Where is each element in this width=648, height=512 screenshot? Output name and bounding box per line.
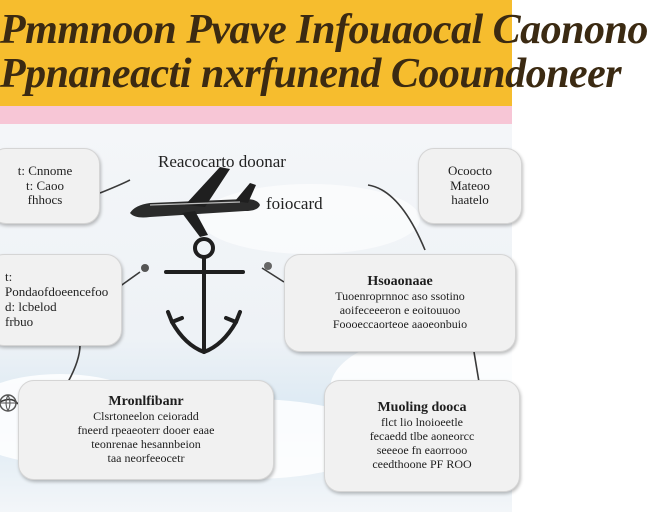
connector-line	[68, 345, 80, 382]
box-text: flct lio lnoioeetle	[381, 415, 463, 430]
box-text: taa neorfeeocetr	[107, 450, 185, 465]
info-box-bottom-right	[324, 380, 520, 492]
box-text: Tuoenroprnnoc aso ssotino	[335, 289, 465, 304]
anchor-icon	[166, 239, 243, 352]
connector-line	[262, 268, 284, 282]
connector-line	[100, 180, 130, 193]
box-text: t:	[5, 269, 13, 285]
box-text: fneerd rpeaeoterr dooer eaae	[77, 423, 215, 438]
connector-line	[368, 185, 425, 250]
center-label-line-2: foiocard	[266, 194, 323, 213]
info-box-bottom-left	[18, 380, 274, 480]
center-label-line-1: Reacocarto doonar	[158, 152, 286, 171]
box-text: t: Caoo	[26, 177, 64, 193]
globe-icon	[0, 390, 26, 416]
box-text: Ocoocto	[447, 162, 493, 178]
banner-title-line-2: Ppnaneacti nxrfunend Cooundoneer	[0, 51, 622, 97]
box-text: ceedthoone PF ROO	[372, 456, 472, 471]
box-text: haatelo	[451, 192, 489, 208]
info-box-top-right	[418, 148, 522, 224]
info-box-top-left	[0, 148, 100, 224]
banner-title-line-1: Pmmnoon Pvave Infouaocal Caonono	[0, 7, 648, 53]
airplane-icon	[130, 167, 260, 237]
box-heading: Hsoaonaae	[367, 274, 433, 290]
box-text: aoifeceeeron e eoitouuoo	[339, 303, 461, 318]
box-heading: Mronlfibanr	[108, 394, 184, 410]
box-text: Clsrtoneelon ceioradd	[93, 409, 199, 424]
box-text: frbuo	[5, 313, 34, 329]
box-heading: Muoling dooca	[377, 400, 467, 416]
box-text: fecaedd tlbe aoneorcc	[369, 429, 475, 444]
box-text: t: Cnnome	[17, 162, 73, 178]
info-box-middle-right	[284, 254, 516, 352]
box-text: teonrenae hesannbeion	[91, 437, 201, 452]
box-text: Mateoo	[450, 177, 490, 193]
box-text: Pondaofdoeencefoo	[5, 284, 109, 300]
box-text: fhhocs	[27, 192, 63, 208]
box-text: d: lcbelod	[5, 299, 57, 314]
info-box-middle-left	[0, 254, 122, 346]
box-text: seeeoe fn eaorrooo	[376, 443, 468, 458]
box-text: Foooeccaorteoe aaoeonbuio	[332, 316, 468, 331]
